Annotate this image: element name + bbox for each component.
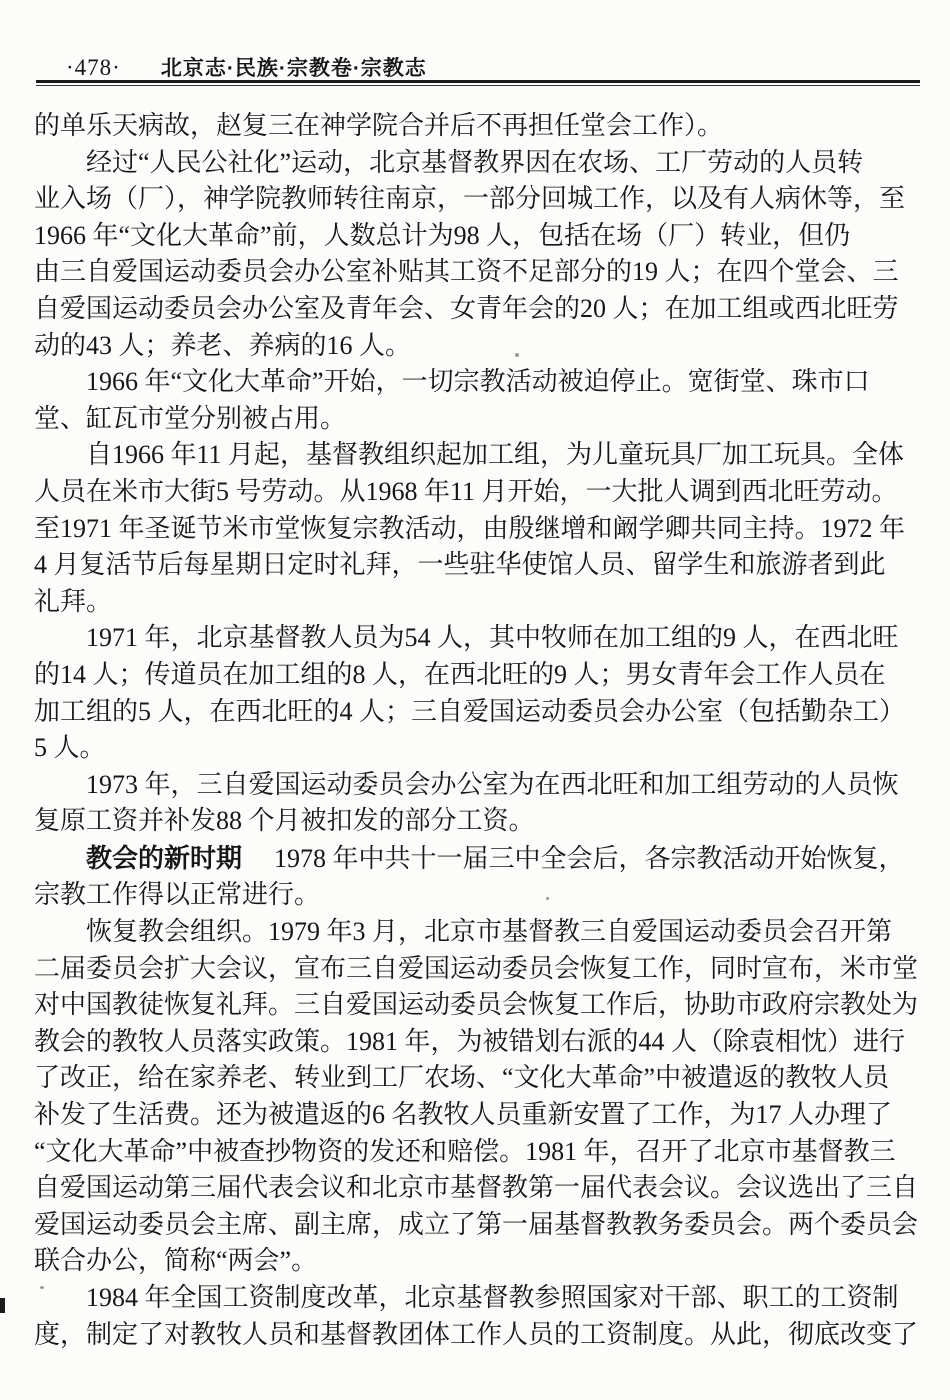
paragraph	[34, 108, 920, 145]
text-line: 礼拜。	[34, 586, 113, 616]
text-line: 度，制定了对教牧人员和基督教团体工作人员的工资制度。从此，彻底改变了	[34, 1319, 919, 1349]
text-line: 自爱国运动第三届代表会议和北京市基督教第一届代表会议。会议选出了三自	[34, 1173, 919, 1203]
scan-artifact-tick	[0, 1298, 5, 1313]
text-line: 复原工资并补发88 个月被扣发的部分工资。	[34, 806, 535, 836]
header-rule-top	[36, 80, 920, 83]
text-line: 5 人。	[34, 733, 106, 763]
text-line: 1973 年，三自爱国运动委员会办公室为在西北旺和加工组劳动的人员恢	[86, 769, 899, 799]
text-line: 加工组的5 人，在西北旺的4 人；三自爱国运动委员会办公室（包括勤杂工）	[34, 696, 906, 726]
header-rule-bottom	[36, 85, 920, 87]
text-line: 4 月复活节后每星期日定时礼拜，一些驻华使馆人员、留学生和旅游者到此	[34, 550, 886, 580]
text-line: 1984 年全国工资制度改革，北京基督教参照国家对干部、职工的工资制	[86, 1283, 899, 1312]
paragraph	[34, 437, 920, 620]
text-line: 了改正，给在家养老、转业到工厂农场、“文化大革命”中被遣返的教牧人员	[34, 1063, 890, 1093]
scan-speck	[515, 353, 519, 357]
paragraph	[34, 767, 920, 840]
text-line: 恢复教会组织。1979 年3 月，北京市基督教三自爱国运动委员会召开第	[86, 917, 893, 947]
paragraph	[34, 620, 920, 766]
text-line: 人员在米市大街5 号劳动。从1968 年11 月开始，一大批人调到西北旺劳动。	[34, 476, 898, 506]
text-line: 宗教工作得以正常进行。	[34, 880, 321, 910]
page-number: ·478·	[66, 55, 121, 80]
text-line: 自爱国运动委员会办公室及青年会、女青年会的20 人；在加工组或西北旺劳	[34, 293, 899, 323]
paragraph	[34, 914, 920, 1280]
text-line: 1966 年“文化大革命”前，人数总计为98 人，包括在场（厂）转业，但仍	[34, 220, 851, 250]
text-line: 动的43 人；养老、养病的16 人。	[34, 330, 412, 360]
text-line: 经过“人民公社化”运动，北京基督教界因在农场、工厂劳动的人员转	[86, 147, 864, 177]
text-line: 教会的新时期 1978 年中共十一届三中全会后，各宗教活动开始恢复，	[86, 842, 905, 873]
text-line: 堂、缸瓦市堂分别被占用。	[34, 403, 347, 433]
section-lead-bold: 教会的新时期	[86, 842, 243, 873]
text-line: 自1966 年11 月起，基督教组织起加工组，为儿童玩具厂加工玩具。全体	[86, 440, 905, 470]
text-line: 的单乐天病故，赵复三在神学院合并后不再担任堂会工作）。	[34, 111, 724, 140]
text-line: 1966 年“文化大革命”开始，一切宗教活动被迫停止。宽街堂、珠市口	[86, 367, 870, 397]
running-head	[66, 52, 920, 82]
text-line: “文化大革命”中被查抄物资的发还和赔偿。1981 年，召开了北京市基督教三	[34, 1136, 896, 1166]
text-line: 业入场（厂），神学院教师转往南京，一部分回城工作，以及有人病休等，至	[34, 184, 906, 214]
text-line: 教会的教牧人员落实政策。1981 年，为被错划右派的44 人（除袁相忱）进行	[34, 1026, 906, 1056]
text-line: 二届委员会扩大会议，宣布三自爱国运动委员会恢复工作，同时宣布，米市堂	[34, 953, 919, 983]
header-rule	[36, 80, 920, 86]
text-line: 补发了生活费。还为被遣返的6 名教牧人员重新安置了工作，为17 人办理了	[34, 1100, 893, 1130]
text-line: 对中国教徒恢复礼拜。三自爱国运动委员会恢复工作后，协助市政府宗教处为	[34, 990, 919, 1020]
paragraph	[34, 840, 920, 914]
paragraph	[34, 1280, 920, 1353]
scan-speck	[40, 1286, 44, 1289]
text-line: 由三自爱国运动委员会办公室补贴其工资不足部分的19 人；在四个堂会、三	[34, 257, 899, 287]
text-line: 联合办公，简称“两会”。	[34, 1246, 318, 1276]
paragraph	[34, 145, 920, 365]
paragraph	[34, 364, 920, 437]
text-line: 爱国运动委员会主席、副主席，成立了第一届基督教教务委员会。两个委员会	[34, 1209, 919, 1239]
text-line: 至1971 年圣诞节米市堂恢复宗教活动，由殷继增和阚学卿共同主持。1972 年	[34, 513, 906, 543]
body-text	[34, 108, 920, 1353]
book-title: 北京志·民族·宗教卷·宗教志	[160, 57, 427, 80]
scan-speck	[546, 897, 549, 900]
text-line: 1971 年，北京基督教人员为54 人，其中牧师在加工组的9 人，在西北旺	[86, 623, 899, 653]
text-line: 的14 人；传道员在加工组的8 人，在西北旺的9 人；男女青年会工作人员在	[34, 659, 886, 689]
